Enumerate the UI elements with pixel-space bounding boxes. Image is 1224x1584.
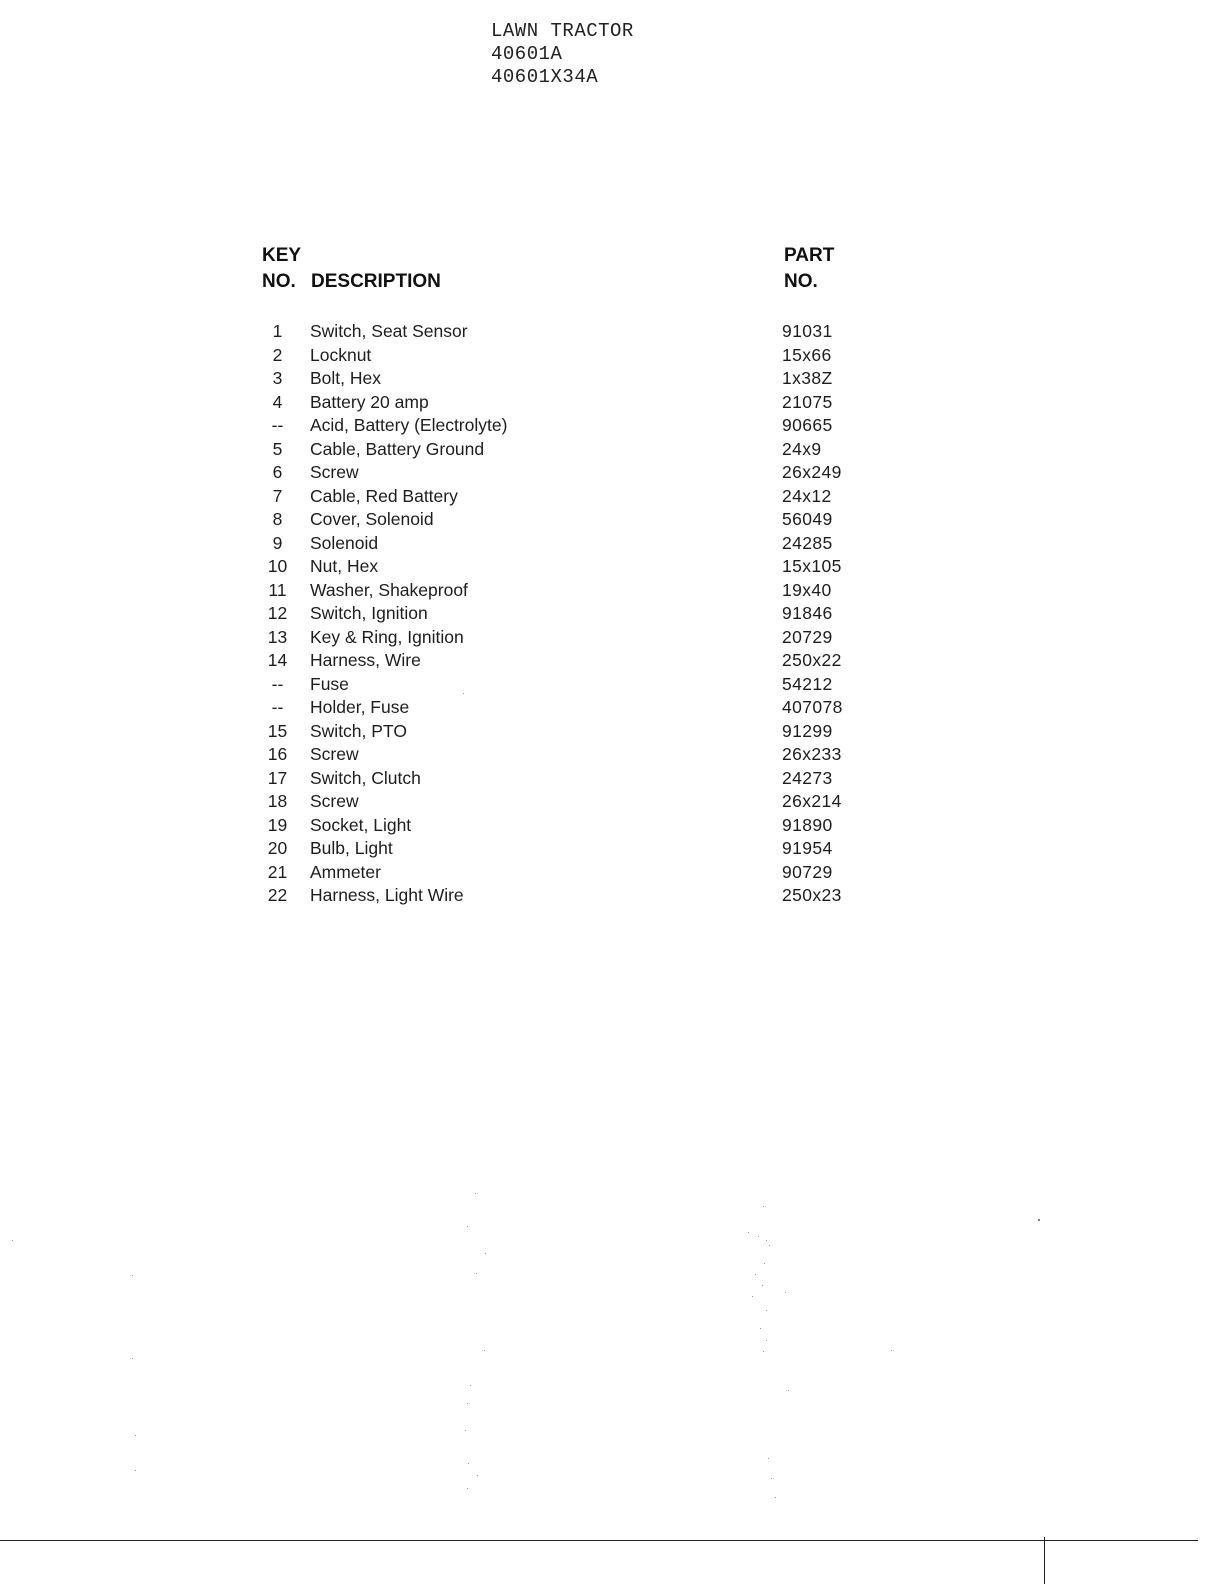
page-header bbox=[491, 20, 634, 89]
part-number: 250x22 bbox=[782, 650, 842, 670]
part-number: 407078 bbox=[782, 697, 843, 717]
part-description: Solenoid bbox=[310, 532, 379, 553]
part-description: Holder, Fuse bbox=[310, 697, 410, 717]
scan-speck bbox=[891, 1350, 892, 1351]
table-row bbox=[262, 626, 882, 650]
table-row bbox=[262, 720, 882, 744]
scan-speck bbox=[132, 1358, 133, 1359]
scan-speck bbox=[748, 1232, 749, 1233]
scan-speck bbox=[752, 1296, 753, 1297]
part-number: 24x12 bbox=[782, 485, 832, 506]
scan-speck bbox=[769, 1245, 770, 1246]
part-description: Bolt, Hex bbox=[310, 368, 381, 388]
part-number: 54212 bbox=[782, 673, 833, 694]
part-description: Screw bbox=[310, 744, 359, 764]
column-header-key-no-label: NO. bbox=[262, 271, 296, 292]
part-number: 90729 bbox=[782, 861, 833, 882]
table-row bbox=[262, 391, 882, 415]
key-number: 5 bbox=[272, 438, 283, 459]
table-row bbox=[262, 861, 882, 885]
column-header-description: DESCRIPTION bbox=[311, 271, 441, 292]
key-number: 7 bbox=[272, 485, 283, 506]
scan-speck bbox=[467, 1403, 468, 1404]
table-row bbox=[262, 438, 882, 462]
scan-speck bbox=[470, 1385, 471, 1386]
part-description: Switch, Ignition bbox=[310, 603, 428, 623]
part-number: 1x38Z bbox=[782, 368, 833, 388]
part-description: Screw bbox=[310, 791, 359, 811]
key-number: 10 bbox=[267, 556, 288, 576]
model-number-secondary: 40601X34A bbox=[491, 66, 599, 88]
table-row bbox=[262, 461, 882, 485]
table-row bbox=[262, 344, 882, 368]
scan-speck bbox=[758, 1236, 759, 1237]
table-row bbox=[262, 649, 882, 673]
table-row bbox=[262, 602, 882, 626]
table-row bbox=[262, 485, 882, 509]
scan-speck bbox=[476, 1273, 477, 1274]
scan-speck bbox=[463, 693, 464, 694]
column-header-part-no-label: NO. bbox=[784, 271, 818, 292]
key-number: 9 bbox=[272, 532, 283, 553]
key-number: 4 bbox=[272, 391, 283, 412]
scan-speck bbox=[760, 1328, 761, 1329]
key-number: -- bbox=[271, 697, 284, 717]
part-description: Nut, Hex bbox=[310, 556, 379, 576]
part-description: Locknut bbox=[310, 344, 372, 365]
part-number: 15x105 bbox=[782, 556, 842, 576]
part-number: 91890 bbox=[782, 814, 833, 835]
part-number: 21075 bbox=[782, 391, 833, 412]
scan-speck bbox=[766, 1340, 767, 1341]
table-header bbox=[262, 243, 882, 299]
key-number: 17 bbox=[267, 767, 288, 788]
scan-speck bbox=[485, 1253, 486, 1254]
scan-speck bbox=[467, 1488, 468, 1489]
scan-speck bbox=[12, 1240, 13, 1241]
key-number: -- bbox=[271, 673, 284, 694]
part-description: Harness, Light Wire bbox=[310, 885, 464, 905]
scan-speck bbox=[775, 1497, 776, 1498]
bottom-rule-line bbox=[0, 1540, 1198, 1541]
table-row bbox=[262, 767, 882, 791]
part-number: 20729 bbox=[782, 626, 833, 647]
scan-speck bbox=[785, 1292, 786, 1293]
table-row bbox=[262, 837, 882, 861]
scan-speck bbox=[771, 1478, 772, 1479]
part-description: Acid, Battery (Electrolyte) bbox=[310, 415, 508, 435]
key-number: 22 bbox=[267, 885, 288, 905]
table-row bbox=[262, 555, 882, 579]
scan-speck bbox=[766, 1240, 767, 1241]
key-number: 16 bbox=[267, 744, 288, 764]
document-title: LAWN TRACTOR bbox=[491, 20, 634, 42]
table-row bbox=[262, 696, 882, 720]
part-number: 91846 bbox=[782, 603, 833, 623]
scan-speck bbox=[764, 1263, 765, 1264]
key-number: 15 bbox=[267, 720, 288, 741]
key-number: 12 bbox=[267, 603, 288, 623]
part-description: Switch, Seat Sensor bbox=[310, 321, 468, 341]
part-number: 250x23 bbox=[782, 885, 842, 905]
table-row bbox=[262, 743, 882, 767]
table-row bbox=[262, 884, 882, 908]
key-number: 8 bbox=[272, 509, 283, 529]
table-row bbox=[262, 673, 882, 697]
table-row bbox=[262, 508, 882, 532]
parts-list-table bbox=[262, 243, 882, 905]
column-header-part-no bbox=[784, 243, 834, 295]
scan-speck bbox=[768, 1458, 769, 1459]
part-description: Screw bbox=[310, 462, 359, 482]
key-number: 1 bbox=[272, 321, 283, 341]
key-number: 14 bbox=[267, 650, 288, 670]
bottom-rule-divider bbox=[1044, 1537, 1045, 1584]
key-number: 19 bbox=[267, 814, 288, 835]
key-number: 13 bbox=[267, 626, 288, 647]
scan-speck bbox=[788, 1390, 789, 1391]
scan-speck bbox=[135, 1470, 136, 1471]
key-number: 6 bbox=[272, 462, 283, 482]
part-number: 26x249 bbox=[782, 462, 842, 482]
part-number: 19x40 bbox=[782, 579, 832, 600]
key-number: 18 bbox=[267, 791, 288, 811]
scan-speck bbox=[766, 1310, 767, 1311]
part-number: 91031 bbox=[782, 321, 833, 341]
scan-speck bbox=[475, 1193, 476, 1194]
scan-speck bbox=[135, 1435, 136, 1436]
scan-speck bbox=[755, 1274, 756, 1275]
scan-speck bbox=[132, 1275, 133, 1276]
key-number: -- bbox=[271, 415, 284, 435]
model-number-primary: 40601A bbox=[491, 43, 563, 65]
part-description: Bulb, Light bbox=[310, 838, 393, 858]
part-number: 15x66 bbox=[782, 344, 832, 365]
scan-speck bbox=[763, 1206, 764, 1207]
column-header-key-label: KEY bbox=[262, 245, 302, 266]
part-number: 24273 bbox=[782, 767, 833, 788]
part-description: Socket, Light bbox=[310, 814, 412, 835]
part-description: Battery 20 amp bbox=[310, 391, 429, 412]
part-number: 91299 bbox=[782, 720, 833, 741]
part-number: 24x9 bbox=[782, 438, 822, 459]
part-description: Switch, PTO bbox=[310, 720, 407, 741]
key-number: 11 bbox=[268, 579, 287, 600]
part-description: Key & Ring, Ignition bbox=[310, 626, 464, 647]
scan-speck bbox=[467, 1226, 468, 1227]
table-body bbox=[262, 320, 882, 908]
part-number: 26x214 bbox=[782, 791, 842, 811]
table-row bbox=[262, 579, 882, 603]
table-row bbox=[262, 414, 882, 438]
table-row bbox=[262, 790, 882, 814]
part-description: Harness, Wire bbox=[310, 650, 421, 670]
key-number: 2 bbox=[272, 344, 283, 365]
part-description: Cable, Red Battery bbox=[310, 485, 458, 506]
scan-speck bbox=[468, 1463, 469, 1464]
table-row bbox=[262, 320, 882, 344]
part-description: Washer, Shakeproof bbox=[310, 579, 468, 600]
key-number: 3 bbox=[272, 368, 283, 388]
key-number: 21 bbox=[267, 861, 288, 882]
part-description: Switch, Clutch bbox=[310, 767, 421, 788]
part-number: 26x233 bbox=[782, 744, 842, 764]
key-number: 20 bbox=[267, 838, 288, 858]
column-header-part-label: PART bbox=[784, 245, 835, 266]
table-row bbox=[262, 532, 882, 556]
scan-speck bbox=[1038, 1219, 1040, 1221]
scan-speck bbox=[484, 1350, 485, 1351]
scan-speck bbox=[465, 1430, 466, 1431]
part-number: 91954 bbox=[782, 838, 833, 858]
scan-speck bbox=[762, 1285, 763, 1286]
column-header-key-no bbox=[262, 243, 301, 295]
scan-speck bbox=[477, 1475, 478, 1476]
part-description: Cover, Solenoid bbox=[310, 509, 434, 529]
part-number: 24285 bbox=[782, 532, 833, 553]
part-number: 90665 bbox=[782, 415, 833, 435]
scan-speck bbox=[763, 1351, 764, 1352]
table-row bbox=[262, 814, 882, 838]
part-description: Cable, Battery Ground bbox=[310, 438, 485, 459]
part-number: 56049 bbox=[782, 509, 833, 529]
table-row bbox=[262, 367, 882, 391]
part-description: Ammeter bbox=[310, 861, 381, 882]
part-description: Fuse bbox=[310, 673, 349, 694]
